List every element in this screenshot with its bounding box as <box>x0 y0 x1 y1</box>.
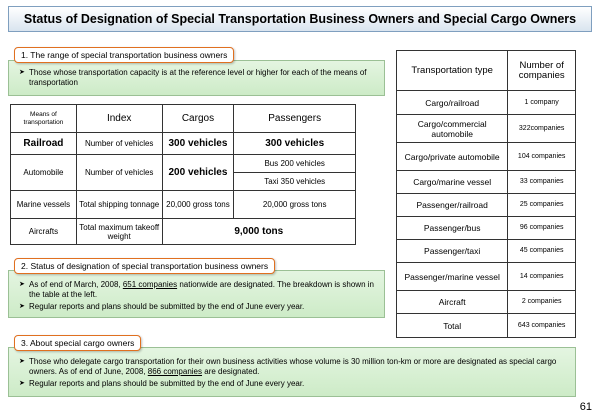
marine-passengers: 20,000 gross tons <box>234 191 356 219</box>
table-row: Total 643 companies <box>397 314 576 338</box>
bullet-arrow-icon: ➤ <box>19 69 25 76</box>
table-row: Passenger/bus 96 companies <box>397 217 576 240</box>
table-row: Cargo/private automobile 104 companies <box>397 143 576 171</box>
automobile-index: Number of vehicles <box>76 155 162 191</box>
section-2-box <box>8 270 385 318</box>
designated-count-651: 651 companies <box>122 280 178 289</box>
railroad-means: Railroad <box>11 133 77 155</box>
marine-cargos: 20,000 gross tons <box>162 191 234 219</box>
automobile-passengers-bus: Bus 200 vehicles <box>234 155 356 173</box>
range-table <box>10 104 356 245</box>
table-row <box>11 191 356 219</box>
aircraft-means: Aircrafts <box>11 219 77 245</box>
table-row <box>11 133 356 155</box>
table-row <box>11 155 356 173</box>
section-3-bullet-2: ➤ Regular reports and plans should be submitted by the end of June every year. <box>19 379 305 388</box>
header-number-of-companies: Number of companies <box>508 51 576 91</box>
section-2-bullet-2: ➤ Regular reports and plans should be submitted by the end of June every year. <box>19 302 305 311</box>
aircraft-index: Total maximum takeoff weight <box>76 219 162 245</box>
section-2-label: 2. Status of designation of special transportation business owners <box>14 258 275 274</box>
page-number: 61 <box>579 401 592 413</box>
section-1-label: 1. The range of special transportation business owners <box>14 47 234 63</box>
marine-means: Marine vessels <box>11 191 77 219</box>
railroad-passengers: 300 vehicles <box>234 133 356 155</box>
table-row <box>11 219 356 245</box>
bullet-arrow-icon: ➤ <box>19 281 25 288</box>
marine-index: Total shipping tonnage <box>76 191 162 219</box>
page-title-text: Status of Designation of Special Transportation Business Owners and Special Cargo Owners <box>23 12 577 26</box>
table-row: Passenger/marine vessel 14 companies <box>397 263 576 291</box>
table-row: Aircraft 2 companies <box>397 291 576 314</box>
section-3-box <box>8 347 576 397</box>
section-3-label: 3. About special cargo owners <box>14 335 141 351</box>
designated-count-866: 866 companies <box>147 367 203 376</box>
page-title <box>8 6 592 32</box>
automobile-means: Automobile <box>11 155 77 191</box>
header-passengers: Passengers <box>234 105 356 133</box>
railroad-cargos: 300 vehicles <box>162 133 234 155</box>
table-row: Cargo/marine vessel 33 companies <box>397 171 576 194</box>
table-row: Cargo/railroad 1 company <box>397 91 576 115</box>
railroad-index: Number of vehicles <box>76 133 162 155</box>
section-1-bullet: ➤ Those whose transportation capacity is at the reference level or higher for each of the means of transportation <box>19 68 367 87</box>
automobile-passengers-taxi: Taxi 350 vehicles <box>234 173 356 191</box>
section-1-box <box>8 60 385 96</box>
table-row: Passenger/taxi 45 companies <box>397 240 576 263</box>
header-index: Index <box>76 105 162 133</box>
header-cargos: Cargos <box>162 105 234 133</box>
header-transportation-type: Transportation type <box>397 51 508 91</box>
table-row: Cargo/commercial automobile 322companies <box>397 115 576 143</box>
section-3-bullet-1: ➤ Those who delegate cargo transportation for their own business activities whose volume is 30 million ton-km or more are designated as special cargo owners. As of end of June, 2008, 866 companies are designated. <box>19 357 557 376</box>
table-row <box>397 51 576 91</box>
bullet-arrow-icon: ➤ <box>19 358 25 365</box>
companies-table <box>396 50 576 338</box>
table-row <box>11 105 356 133</box>
aircraft-value: 9,000 tons <box>162 219 355 245</box>
header-means: Means of transportation <box>11 105 77 133</box>
table-row: Passenger/railroad 25 companies <box>397 194 576 217</box>
bullet-arrow-icon: ➤ <box>19 303 25 310</box>
bullet-arrow-icon: ➤ <box>19 380 25 387</box>
automobile-cargos: 200 vehicles <box>162 155 234 191</box>
section-2-bullet-1: ➤ As of end of March, 2008, 651 companies nationwide are designated. The breakdown is shown in the table at the left. <box>19 280 374 299</box>
